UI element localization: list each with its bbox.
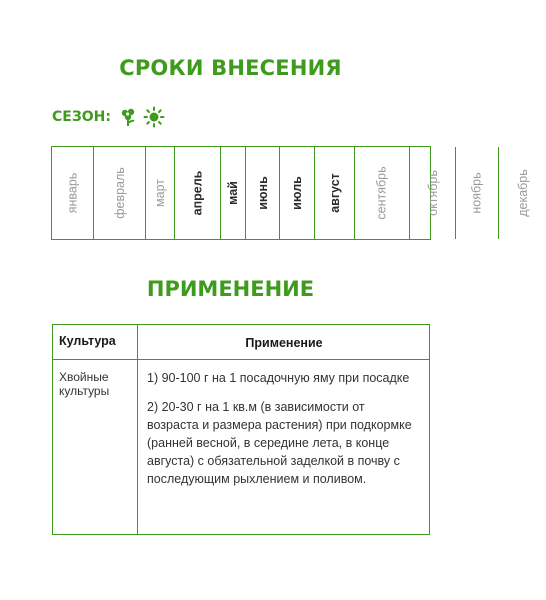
month-cell [145, 147, 174, 239]
month-cell [220, 147, 245, 239]
month-cell [245, 147, 280, 239]
month-label: март [153, 179, 168, 207]
month-cell [174, 147, 220, 239]
table-divider-horizontal [53, 359, 429, 360]
sun-icon [143, 106, 165, 128]
month-label: январь [65, 172, 80, 214]
season-icons [119, 106, 165, 128]
season-row [52, 106, 165, 128]
month-cell [314, 147, 355, 239]
header-culture: Культура [59, 334, 116, 348]
usage-cell [147, 369, 419, 499]
table-divider-vertical [137, 325, 138, 534]
season-label: СЕЗОН: [52, 109, 112, 125]
month-cell [498, 147, 546, 239]
application-table [52, 324, 430, 535]
month-cell [279, 147, 314, 239]
flower-icon [119, 107, 139, 127]
month-label: октябрь [425, 170, 440, 216]
month-label: сентябрь [375, 166, 390, 220]
month-label: июль [290, 176, 305, 210]
section-title-timing: СРОКИ ВНЕСЕНИЯ [119, 56, 342, 80]
month-label: май [225, 181, 240, 205]
header-usage: Применение [245, 336, 323, 350]
usage-item-2: 2) 20-30 г на 1 кв.м (в зависимости от возраста и размера растения) при подкормке (ранней весной, в середине лета, в конце августа) с обязательной заделкой в почву с последующим рыхлением и поливом. [147, 400, 412, 486]
culture-cell: Хвойные культуры [59, 370, 110, 398]
months-grid [51, 146, 530, 240]
month-cell [93, 147, 146, 239]
month-cell [455, 147, 497, 239]
section-title-application: ПРИМЕНЕНИЕ [146, 277, 315, 301]
month-label: апрель [190, 170, 205, 216]
month-label: ноябрь [469, 172, 484, 214]
month-label: июнь [255, 176, 270, 210]
usage-item-1: 1) 90-100 г на 1 посадочную яму при посадке [147, 371, 410, 385]
month-cell [52, 147, 93, 239]
month-label: декабрь [515, 169, 530, 217]
month-label: февраль [112, 167, 127, 219]
month-cell [409, 147, 456, 239]
month-cell [354, 147, 408, 239]
month-label: август [327, 173, 342, 213]
